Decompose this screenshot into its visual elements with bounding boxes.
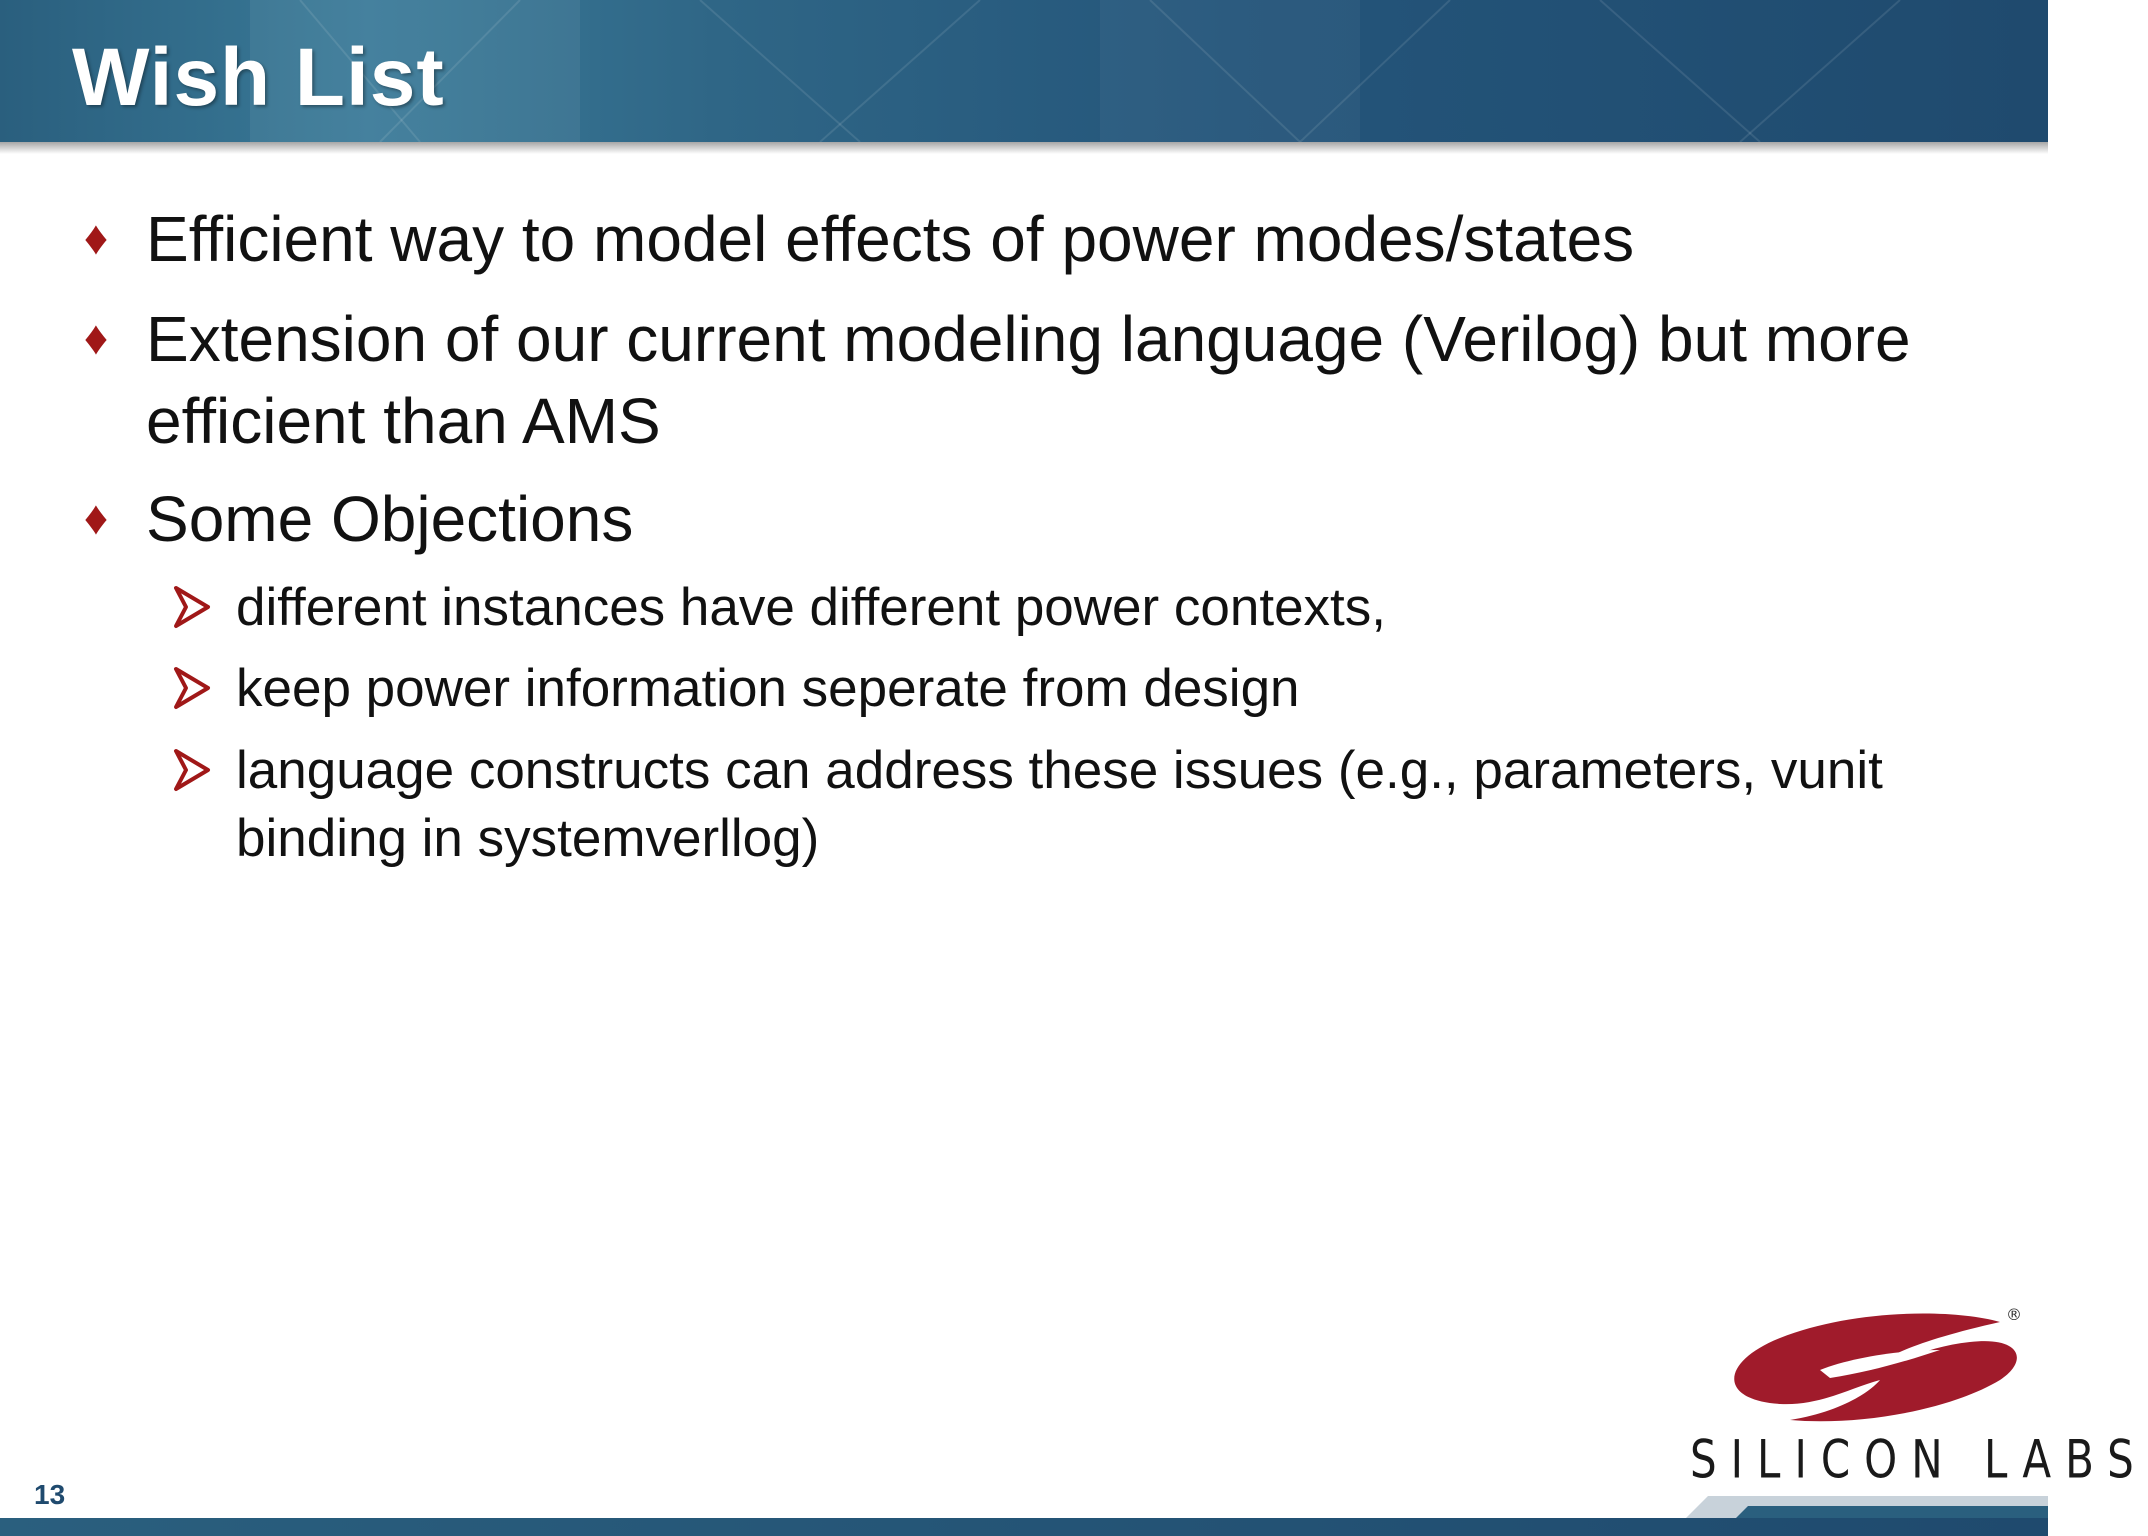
sub-bullet-text: keep power information seperate from design xyxy=(236,659,1300,718)
bullet-text: Efficient way to model effects of power modes/states xyxy=(146,203,1635,275)
bullet-text: Some Objections xyxy=(146,483,634,555)
bullet-item xyxy=(83,478,1946,560)
silicon-labs-logo xyxy=(1680,1300,2148,1490)
diamond-bullet-icon: ♦ xyxy=(83,312,109,365)
bullet-item xyxy=(83,298,1946,462)
header-bar xyxy=(0,0,2048,142)
bullet-text: Extension of our current modeling language (Verilog) but more efficient than AMS xyxy=(146,303,1911,457)
sub-bullet-item xyxy=(236,574,1996,642)
svg-text:®: ® xyxy=(2006,1305,2022,1324)
silicon-labs-s-logo-icon xyxy=(1700,1300,2030,1430)
page-number: 13 xyxy=(34,1479,66,1510)
sub-bullet-item xyxy=(236,655,1996,723)
arrow-bullet-icon xyxy=(172,663,212,713)
header-shadow xyxy=(0,142,2048,154)
diamond-bullet-icon: ♦ xyxy=(83,212,109,265)
footer-bar xyxy=(0,1518,2048,1536)
slide-title: Wish List xyxy=(72,32,445,123)
arrow-bullet-icon xyxy=(172,745,212,795)
diamond-bullet-icon: ♦ xyxy=(83,492,109,545)
sub-bullet-item xyxy=(236,737,1996,873)
arrow-bullet-icon xyxy=(172,582,212,632)
logo-text: SILICON LABS xyxy=(1690,1428,2148,1490)
bullet-item xyxy=(83,198,1946,280)
sub-bullet-text: different instances have different power contexts, xyxy=(236,578,1387,637)
sub-bullet-text: language constructs can address these issues (e.g., parameters, vunit binding in systemverllog) xyxy=(236,741,1883,868)
